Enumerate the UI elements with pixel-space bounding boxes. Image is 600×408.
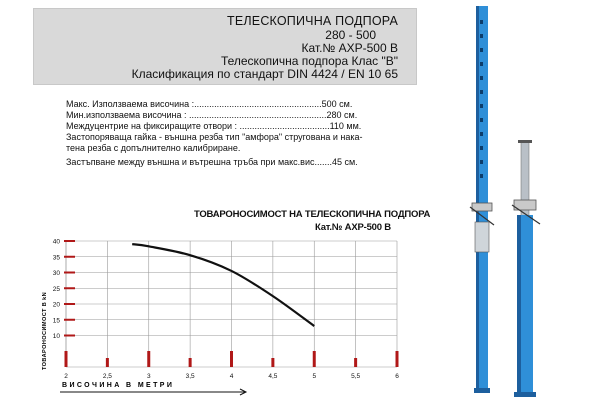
chart-title: ТОВАРОНОСИМОСТ НА ТЕЛЕСКОПИЧНА ПОДПОРА — [194, 209, 431, 220]
spec-max-height: Макс. Използваема височина :...................................................500 см. — [66, 99, 353, 109]
tall-prop-hole — [480, 20, 483, 24]
y-tick-mark — [64, 272, 75, 274]
spec-nut-line-2: тена резба с допълнително калибриране. — [66, 143, 241, 153]
y-tick-label: 15 — [52, 317, 60, 325]
tall-prop-hole — [480, 34, 483, 38]
tall-prop-hole — [480, 104, 483, 108]
y-tick-mark — [64, 319, 75, 321]
tall-prop-hole — [480, 132, 483, 136]
x-tick-bar — [147, 351, 150, 367]
header-title: ТЕЛЕСКОПИЧНА ПОДПОРА — [227, 14, 398, 28]
y-tick-label: 25 — [52, 285, 60, 293]
y-tick-mark — [64, 240, 75, 242]
x-tick-label: 6 — [395, 373, 399, 380]
x-tick-bar — [106, 358, 109, 367]
y-tick-label: 10 — [52, 333, 60, 340]
prop-illustration — [470, 6, 540, 397]
tall-prop-hole — [480, 62, 483, 66]
y-tick-label: 30 — [52, 270, 60, 277]
y-tick-mark — [64, 335, 75, 337]
x-tick-label: 3 — [146, 373, 151, 380]
x-tick-bar — [396, 351, 399, 367]
y-axis-label: ТОВАРОНОСИМОСТ В kN — [42, 291, 48, 370]
x-tick-label: 4,5 — [268, 373, 278, 380]
x-tick-label: 5,5 — [351, 373, 361, 380]
tall-prop-hole — [480, 90, 483, 94]
x-tick-label: 5 — [312, 373, 317, 380]
x-tick-label: 2 — [64, 373, 68, 380]
tall-prop-shade — [476, 6, 479, 390]
header-range: 280 - 500 — [325, 28, 376, 42]
x-tick-bar — [313, 351, 316, 367]
capacity-curve — [132, 244, 314, 326]
x-axis-arrow — [60, 389, 246, 395]
spec-hole-spacing: Междуцентрие на фиксиращите отвори : ....................................110 мм. — [66, 121, 362, 131]
short-prop-base — [514, 392, 536, 397]
header-class: Телескопична подпора Клас "В" — [220, 54, 398, 68]
x-tick-label: 3,5 — [185, 373, 195, 380]
tall-prop-hole — [480, 174, 483, 178]
chart-subtitle: Кат.№ АХР-500 В — [315, 222, 391, 233]
y-tick-label: 20 — [52, 301, 60, 309]
short-prop-head — [518, 140, 532, 143]
x-tick-bar — [271, 358, 274, 367]
x-tick-labels — [64, 373, 399, 380]
y-tick-label: 35 — [52, 254, 60, 262]
tall-prop-hole — [480, 160, 483, 164]
x-axis-label: ВИСОЧИНА В МЕТРИ — [62, 382, 175, 389]
y-tick-label: 40 — [52, 238, 60, 246]
spec-overlap: Застъпване между външна и вътрешна тръба при макс.вис.......45 см. — [66, 157, 358, 167]
y-tick-mark — [64, 287, 75, 289]
y-tick-mark — [64, 303, 75, 305]
x-tick-bar — [230, 351, 233, 367]
x-tick-label: 4 — [229, 373, 234, 380]
tall-prop-base — [474, 388, 490, 393]
header-catalog: Кат.№ АХР-500 В — [301, 41, 398, 55]
tall-prop-hole — [480, 118, 483, 122]
tall-prop-hole — [480, 76, 483, 80]
x-tick-bar — [354, 358, 357, 367]
x-tick-bar — [189, 358, 192, 367]
short-prop-shade — [517, 215, 521, 395]
y-tick-labels — [53, 239, 61, 341]
x-tick-label: 2,5 — [102, 373, 112, 380]
tall-prop-nut — [472, 203, 492, 211]
tall-prop-collar — [475, 222, 489, 252]
spec-min-height: Мин.използваема височина : .......................................................280 см. — [66, 110, 358, 120]
y-tick-mark — [64, 256, 75, 258]
header-standard: Класификация по стандарт DIN 4424 / EN 10 65 — [131, 67, 398, 81]
tall-prop-hole — [480, 48, 483, 52]
x-tick-bar — [65, 351, 68, 367]
chart-grid — [66, 241, 397, 367]
tall-prop-hole — [480, 146, 483, 150]
spec-nut-line-1: Застопоряваща гайка - външна резба тип "амфора" стругована и нака- — [66, 132, 363, 142]
